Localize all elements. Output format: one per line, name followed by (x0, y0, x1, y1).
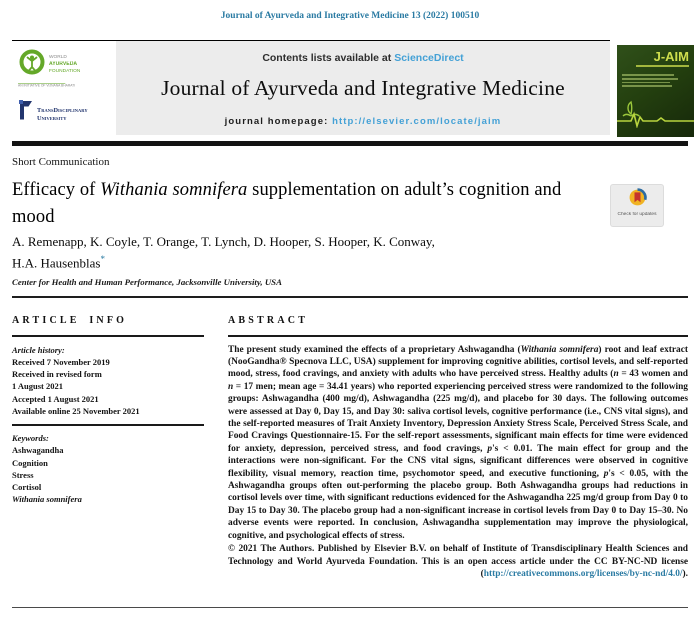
tdu-line1: TransDisciplinary (37, 105, 88, 114)
keywords-list (12, 444, 204, 493)
plant-ecg-icon (617, 94, 694, 133)
license-link[interactable]: http://creativecommons.org/licenses/by-nc-nd/4.0/ (483, 568, 683, 579)
italic-text: Withania somnifera (520, 344, 599, 355)
text-segment: 's < 0.01. The main effect for group and the interactions were non-significant. For the CNS vital signs, significant differences were observed in cognitive flexibility, visual memory, reaction time, psychomotor speed, and executive functioning, (228, 443, 688, 479)
publisher-logos (12, 41, 116, 135)
article-history-list (12, 356, 204, 417)
article-type: Short Communication (12, 156, 110, 168)
italic-text: Withania somnifera (100, 180, 248, 200)
waf-line3: FOUNDATION (49, 68, 81, 74)
journal-banner (12, 40, 610, 135)
sciencedirect-link[interactable]: ScienceDirect (394, 52, 464, 64)
text-segment: The present study examined the effects of a proprietary Ashwagandha ( (228, 344, 521, 355)
list-item: Available online 25 November 2021 (12, 406, 140, 417)
keywords-label: Keywords: (12, 432, 49, 443)
article-history-label: Article history: (12, 344, 65, 355)
journal-cover-thumbnail (617, 45, 694, 137)
waf-tagline: AN INITIATIVE OF VIJNANA BHARATI (18, 84, 76, 88)
homepage-link[interactable]: http://elsevier.com/locate/jaim (332, 116, 502, 127)
article-body (12, 315, 688, 580)
title-block-rule (12, 296, 688, 298)
affiliation: Center for Health and Human Performance, Jacksonville University, USA (12, 277, 282, 287)
text-segment: © 2021 The Authors. Published by Elsevier B.V. on behalf of Institute of Transdisciplinary Health Sciences and Technology and World Ayurveda Foundation. This is an open access article under the CC BY-NC-ND license ( (228, 544, 688, 579)
list-item: Accepted 1 August 2021 (12, 393, 99, 404)
text-segment: = 17 men; mean age = 34.41 years) who reported experiencing perceived stress were randomized to the following groups: Ashwagandha (400 mg/d), Ashwagandha (225 mg/d), and placebo for 30 days. The following outcomes were assessed at Day 0, Day 15, and Day 30: saliva cortisol levels, cognitive performance (i.e., CNS vital signs), and the self-reported measures of Trait Anxiety Inventory, Depression Anxiety Stress Scale, Perceived Stress Scale, and Food Cravings Questionnaire-15. For the self-report assessments, significant main effects for time were evidenced for anxiety, depression, perceived stress, and food cravings, (228, 381, 688, 454)
list-item: 1 August 2021 (12, 381, 64, 392)
text-segment: supplementation on adult’s cognition and mood (12, 180, 562, 227)
list-item: Stress (12, 469, 34, 480)
waf-logo (18, 48, 116, 81)
authors-line-2: H.A. Hausenblas* (12, 253, 105, 270)
italic-text: n (613, 369, 619, 380)
italic-text: p (603, 468, 609, 479)
italic-text: n (228, 381, 234, 392)
banner-center (116, 41, 610, 135)
italic-text: p (487, 443, 493, 454)
badge-label: Check for updates (617, 212, 657, 217)
keywords-rule (12, 424, 204, 426)
list-item: Ashwagandha (12, 445, 64, 456)
tdu-logo (18, 99, 116, 128)
authors-line-1: A. Remenapp, K. Coyle, T. Orange, T. Lynch, D. Hooper, S. Hooper, K. Conway, (12, 234, 435, 249)
header-divider-bar (12, 141, 688, 146)
text-segment: Efficacy of (12, 180, 101, 200)
abstract-heading: ABSTRACT (228, 315, 309, 326)
cover-text-lines (622, 74, 689, 87)
copyright-text (228, 543, 688, 580)
abstract-text (228, 344, 688, 543)
corresponding-author-mark[interactable]: * (100, 253, 105, 264)
journal-citation: Journal of Ayurveda and Integrative Medicine 13 (2022) 100510 (220, 11, 480, 21)
article-info-rule (12, 335, 204, 337)
list-item: Received in revised form (12, 369, 102, 380)
text-segment: ) root and leaf extract (NooGandha® Specnova LLC, USA) supplement for improving cognitive abilities, cortisol levels, and self-reported mood, stress, food cravings, and anxiety with adults who have perceived stress. Healthy adults ( (228, 344, 689, 380)
waf-line2: AYURVEDA (49, 61, 78, 67)
text-segment: = 43 women and (618, 369, 688, 380)
homepage-label: journal homepage: (224, 116, 333, 127)
tdu-line2: University (37, 113, 67, 122)
text-segment: ). (682, 568, 688, 579)
author-list (12, 233, 435, 271)
text-segment: 's < 0.05, with the Ashwagandha groups often out-performing the placebo group. Both Ashwagandha groups had reductions in cortisol levels over time, with significant reductions evidenced for the Ashwagandha 225 mg/d group from Day 0 to Day 15 to Day 30. The placebo group had a non-significant increase in cortisol levels from Day 0 to Day 15–30. No adverse events were reported. In conclusion, Ashwagandha supplementation may improve the physiological, cognitive, and psychological effects of stress. (228, 468, 688, 541)
article-info-heading: ARTICLE INFO (12, 315, 128, 326)
list-item: Cognition (12, 457, 48, 468)
list-item: Received 7 November 2019 (12, 356, 110, 367)
cover-masthead: J-AIM (653, 49, 689, 64)
abstract-rule (228, 335, 688, 337)
crossmark-icon (628, 194, 647, 211)
list-item: Cortisol (12, 482, 42, 493)
contents-lists-text: Contents lists available at (262, 52, 395, 64)
article-info-column (12, 315, 204, 580)
waf-line1: WORLD (49, 54, 67, 60)
page-bottom-rule (12, 607, 688, 608)
cover-subtitle-bar (636, 65, 689, 67)
keyword-species: Withania somnifera (12, 494, 82, 505)
journal-title: Journal of Ayurveda and Integrative Medicine (161, 76, 565, 100)
abstract-column (228, 315, 688, 580)
article-title (12, 177, 577, 231)
waf-circle-icon (18, 48, 46, 81)
check-for-updates-badge[interactable] (610, 184, 664, 227)
tdu-flag-icon (18, 99, 34, 128)
